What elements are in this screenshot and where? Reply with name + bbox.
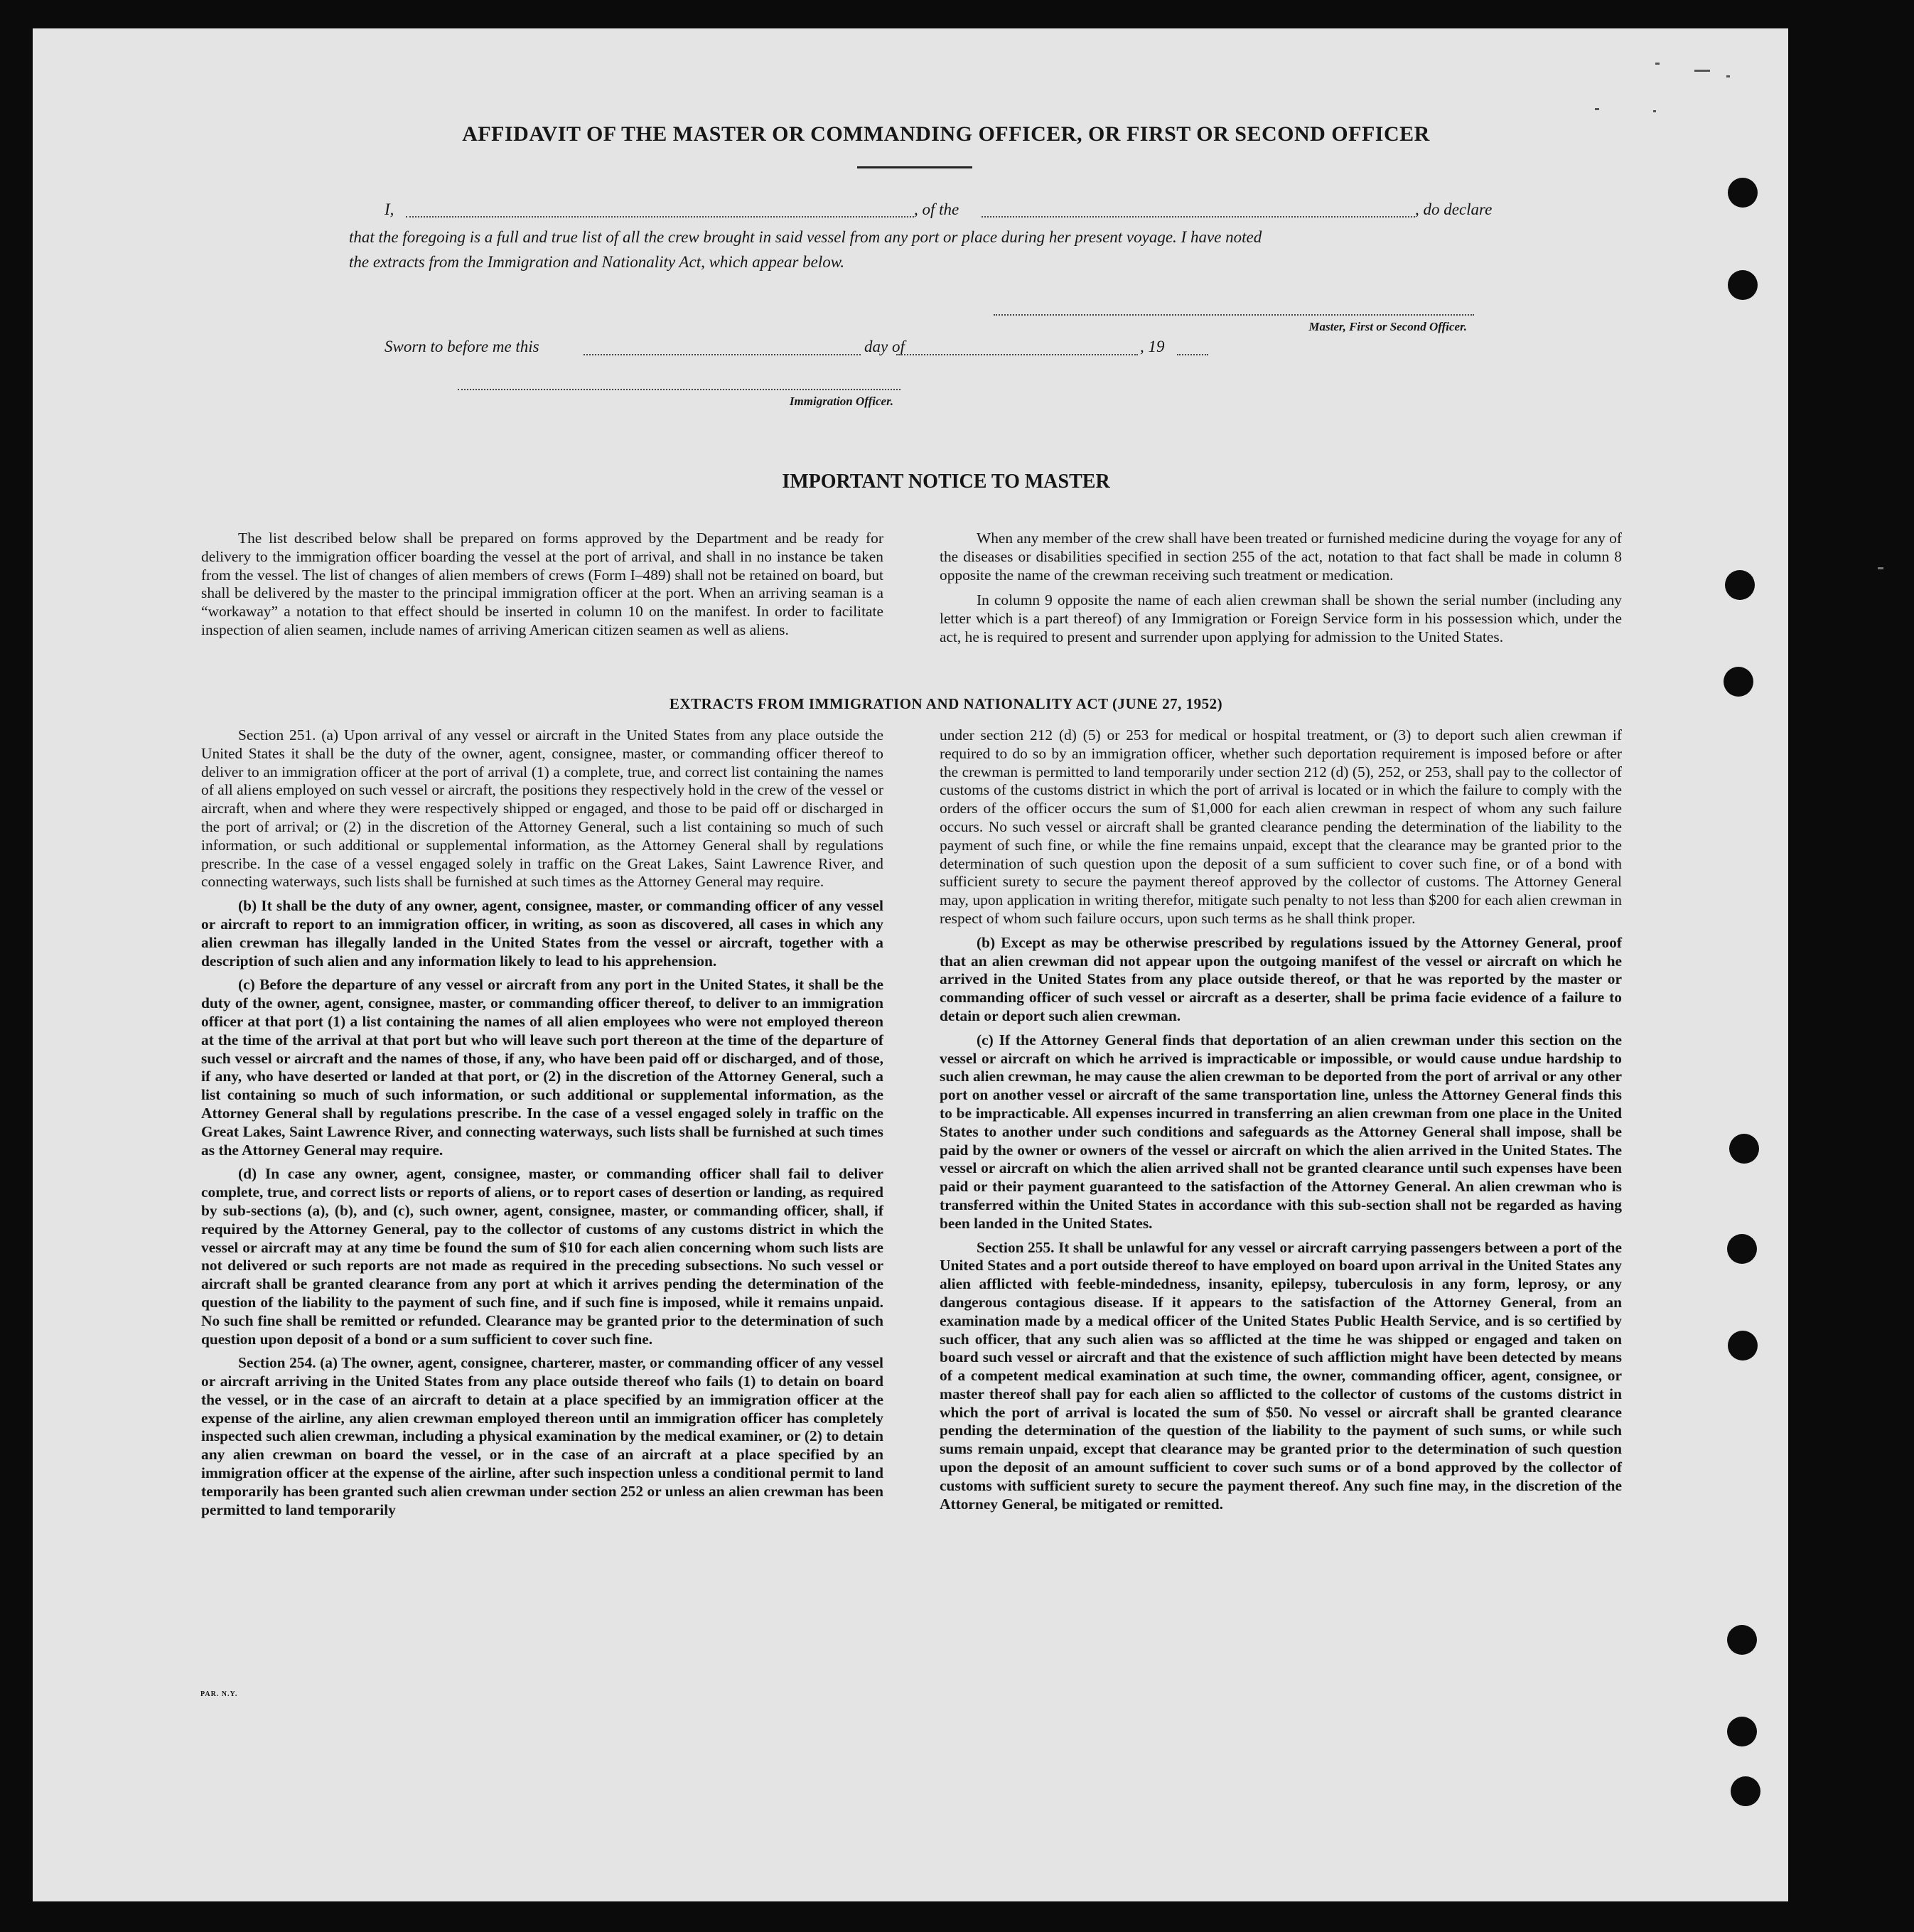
scan-speck	[1694, 70, 1710, 72]
scan-speck	[1653, 110, 1656, 112]
punch-hole	[1728, 270, 1758, 300]
notice-right-column	[940, 530, 1622, 647]
punch-hole	[1728, 178, 1758, 208]
sworn-month-line[interactable]	[896, 354, 1138, 355]
title-divider	[857, 166, 972, 168]
act-paragraph: (b) It shall be the duty of any owner, agent, consignee, master, or commanding officer of any vessel or aircraft to report to an immigration officer, in writing, as soon as discovered, all cases in which any alien crewman has illegally landed in the United States from the vessel or aircraft, together with a description of such alien and any information likely to lead to his apprehension.	[201, 897, 883, 970]
declare-label: , do declare	[1415, 200, 1493, 218]
scan-speck	[1878, 567, 1883, 569]
scan-speck	[1595, 108, 1599, 110]
punch-hole	[1724, 667, 1753, 697]
notice-paragraph: In column 9 opposite the name of each alien crewman shall be shown the serial number (including any letter which is a part thereof) of any Immigration or Foreign Service form in his possession which, under the act, he is required to present and surrender upon applying for admission to the United States.	[940, 591, 1622, 645]
notice-title: IMPORTANT NOTICE TO MASTER	[782, 471, 1110, 493]
act-paragraph: (b) Except as may be otherwise prescribed by regulations issued by the Attorney General, proof that an alien crewman did not appear upon the outgoing manifest of the vessel or aircraft on which he arrived in the United States from any place outside thereof, or that he was reported by the master or commanding officer of such vessel or aircraft as a deserter, shall be prima facie evidence of a failure to detain or deport such alien crewman.	[940, 933, 1622, 1024]
punch-hole	[1727, 1717, 1757, 1746]
act-paragraph: (c) Before the departure of any vessel or aircraft from any port in the United States, it shall be the duty of the owner, agent, consignee, master, or commanding officer thereof, to deliver to an immigration officer at that port (1) a list containing the names of all alien employees who were not employed thereon at the time of the arrival at that port but who will leave such port thereon at the time of the departure of such vessel or aircraft and the names of those, if any, who have been paid off or discharged, and of those, if any, who have deserted or landed at that port, or (2) in the discretion of the Attorney General, such a list containing so much of such information, or such additional or supplemental information, as the Attorney General shall by regulations prescribe. In the case of a vessel engaged solely in traffic on the Great Lakes, Saint Lawrence River, and connecting waterways, such lists shall be furnished at such times as the Attorney General may require.	[201, 976, 883, 1159]
master-signature-line[interactable]	[994, 314, 1474, 316]
sworn-year-line[interactable]	[1177, 354, 1208, 355]
affidavit-statement-line: that the foregoing is a full and true list of all the crew brought in said vessel from any port or place during her present voyage. I have noted	[349, 228, 1262, 246]
sworn-day-line[interactable]	[584, 354, 861, 355]
punch-hole	[1727, 1234, 1757, 1264]
notice-left-column	[201, 530, 883, 640]
extracts-title: EXTRACTS FROM IMMIGRATION AND NATIONALITY ACT (JUNE 27, 1952)	[669, 695, 1223, 712]
scan-speck	[1655, 63, 1660, 65]
document-page	[33, 28, 1788, 1901]
notice-paragraph: The list described below shall be prepared on forms approved by the Department and be ready for delivery to the immigration officer boarding the vessel at the port of arrival, and shall in no instance be taken from the vessel. The list of changes of alien members of crews (Form I–489) shall not be retained on board, but shall be delivered by the master to the principal immigration officer at the port. When an arriving seaman is a “workaway” a notation to that effect should be inserted in column 10 on the manifest. In order to facilitate inspection of alien seamen, include names of arriving American citizen seamen as well as aliens.	[201, 530, 883, 638]
punch-hole	[1731, 1776, 1760, 1806]
officer-signature-line[interactable]	[458, 389, 900, 390]
notice-paragraph: When any member of the crew shall have been treated or furnished medicine during the voyage for any of the diseases or disabilities specified in section 255 of the act, notation to that fact shall be made in column 8 opposite the name of the crewman receiving such treatment or medication.	[940, 530, 1622, 584]
day-of-label: day of	[864, 338, 905, 355]
year-label: , 19	[1140, 338, 1165, 355]
extracts-right-column	[940, 726, 1622, 1513]
act-paragraph: (d) In case any owner, agent, consignee, master, or commanding officer shall fail to deliver complete, true, and correct lists or reports of aliens, or to report cases of desertion or landing, as required by sub-sections (a), (b), and (c), such owner, agent, consignee, master, or commanding officer, shall, if required by the Attorney General, pay to the collector of customs of any customs district in which the vessel or aircraft may at any time be found the sum of $10 for each alien concerning whom such lists are not delivered or such reports are not made as required in the preceding subsections. No such vessel or aircraft shall be granted clearance from any port at which it arrives pending the determination of the question of the liability to the payment of such fine, and if such fine is imposed, while it remains unpaid. No such fine shall be remitted or refunded. Clearance may be granted prior to the determination of such question upon deposit of a bond or a sum sufficient to cover such fine.	[201, 1165, 883, 1348]
vessel-label: , of the	[914, 200, 959, 218]
punch-hole	[1727, 1625, 1757, 1655]
punch-hole	[1725, 570, 1755, 600]
act-paragraph: Section 251. (a) Upon arrival of any vessel or aircraft in the United States from any place outside the United States it shall be the duty of the owner, agent, consignee, master, or commanding officer thereof to deliver to an immigration officer at the port of arrival (1) a complete, true, and correct list containing the names of all aliens employed on such vessel or aircraft, the positions they respectively hold in the crew of the vessel or aircraft, when and where they were respectively shipped or engaged, and those to be paid off or discharged in the port of arrival; or (2) in the discretion of the Attorney General, such a list containing so much of such information, or such additional or supplemental information, as the Attorney General shall by regulations prescribe. In the case of a vessel engaged solely in traffic on the Great Lakes, Saint Lawrence River, and connecting waterways, such lists shall be furnished at such times as the Attorney General may require.	[201, 726, 883, 891]
punch-hole	[1728, 1331, 1758, 1361]
sworn-label: Sworn to before me this	[385, 338, 539, 355]
scan-speck	[1726, 75, 1730, 77]
extracts-left-column	[201, 726, 883, 1519]
vessel-name-line[interactable]	[982, 216, 1415, 218]
master-signature-label: Master, First or Second Officer.	[1308, 320, 1467, 333]
officer-signature-label: Immigration Officer.	[789, 395, 893, 408]
declarant-name-line[interactable]	[406, 216, 914, 218]
affidavit-title: AFFIDAVIT OF THE MASTER OR COMMANDING OFFICER, OR FIRST OR SECOND OFFICER	[462, 122, 1430, 146]
declarant-label: I,	[385, 200, 394, 218]
act-paragraph: Section 255. It shall be unlawful for any vessel or aircraft carrying passengers between a port of the United States and a port outside thereof to have employed on board upon arrival in the United States any alien afflicted with feeble-mindedness, insanity, epilepsy, tuberculosis in any form, leprosy, or any dangerous contagious disease. If it appears to the satisfaction of the Attorney General, from an examination made by a medical officer of the United States Public Health Service, and is so certified by such officer, that any such alien was so afflicted at the time he was shipped or engaged and taken on board such vessel or aircraft and that the existence of such affliction might have been detected by means of a competent medical examination at such time, the owner, commanding officer, agent, consignee, or master thereof shall pay for each alien so afflicted to the collector of customs of the customs district in which the port of arrival is located the sum of $50. No vessel or aircraft shall be granted clearance pending the determination of the question of the liability to the payment of such sums, or while such sums remain unpaid, except that clearance may be granted prior to the determination of such question upon the deposit of an amount sufficient to cover such sums or of a bond approved by the collector of customs with sufficient surety to secure the payment thereof. Any such fine may, in the discretion of the Attorney General, be mitigated or remitted.	[940, 1238, 1622, 1513]
act-paragraph: (c) If the Attorney General finds that deportation of an alien crewman under this section on the vessel or aircraft on which he arrived is impracticable or impossible, or would cause undue hardship to such alien crewman, he may cause the alien crewman to be deported from the port of arrival or any other port on another vessel or aircraft of the same transportation line, unless the Attorney General finds this to be impracticable. All expenses incurred in transferring an alien crewman from one place in the United States to another under such conditions and safeguards as the Attorney General shall impose, shall be paid by the owner or owners of the vessel or aircraft on which the alien arrived in the United States. The vessel or aircraft on which the alien arrived shall not be granted clearance until such expenses have been paid or their payment guaranteed to the satisfaction of the Attorney General. An alien crewman who is transferred within the United States in accordance with this sub-section shall not be regarded as having been landed in the United States.	[940, 1031, 1622, 1232]
act-paragraph: under section 212 (d) (5) or 253 for medical or hospital treatment, or (3) to deport such alien crewman if required to do so by an immigration officer, whether such deportation requirement is imposed before or after the crewman is permitted to land temporarily under section 212 (d) (5), 252, or 253, shall pay to the collector of customs of the customs district in which the port of arrival is located or in which the failure to comply with the orders of the officer occurs the sum of $1,000 for each alien crewman in respect of whom any such failure occurs. No such vessel or aircraft shall be granted clearance pending the determination of the liability to the payment of such fine, or while the fine remains unpaid, except that the clearance may be granted prior to the determination of such question upon the deposit of a sum sufficient to cover such fine, or of a bond with sufficient surety to secure the payment thereof approved by the collector of customs. The Attorney General may, upon application in writing therefor, mitigate such penalty to not less than $200 for each alien crewman in respect of whom such failure occurs, upon such terms as he shall think proper.	[940, 726, 1622, 927]
act-paragraph: Section 254. (a) The owner, agent, consignee, charterer, master, or commanding officer of any vessel or aircraft arriving in the United States from any place outside thereof who fails (1) to detain on board the vessel, or in the case of an aircraft to detain at a place specified by an immigration officer at the expense of the airline, any alien crewman employed thereon until an immigration officer has completely inspected such alien crewman, including a physical examination by the medical examiner, or (2) to detain any alien crewman on board the vessel, or in the case of an aircraft at a place specified by an immigration officer at the expense of the airline, after such inspection unless a conditional permit to land temporarily has been granted such alien crewman under section 252 or unless an alien crewman has been permitted to land temporarily	[201, 1354, 883, 1518]
punch-hole	[1729, 1134, 1759, 1164]
affidavit-statement-line: the extracts from the Immigration and Nationality Act, which appear below.	[349, 253, 845, 271]
printer-mark: PAR. N.Y.	[200, 1690, 238, 1698]
